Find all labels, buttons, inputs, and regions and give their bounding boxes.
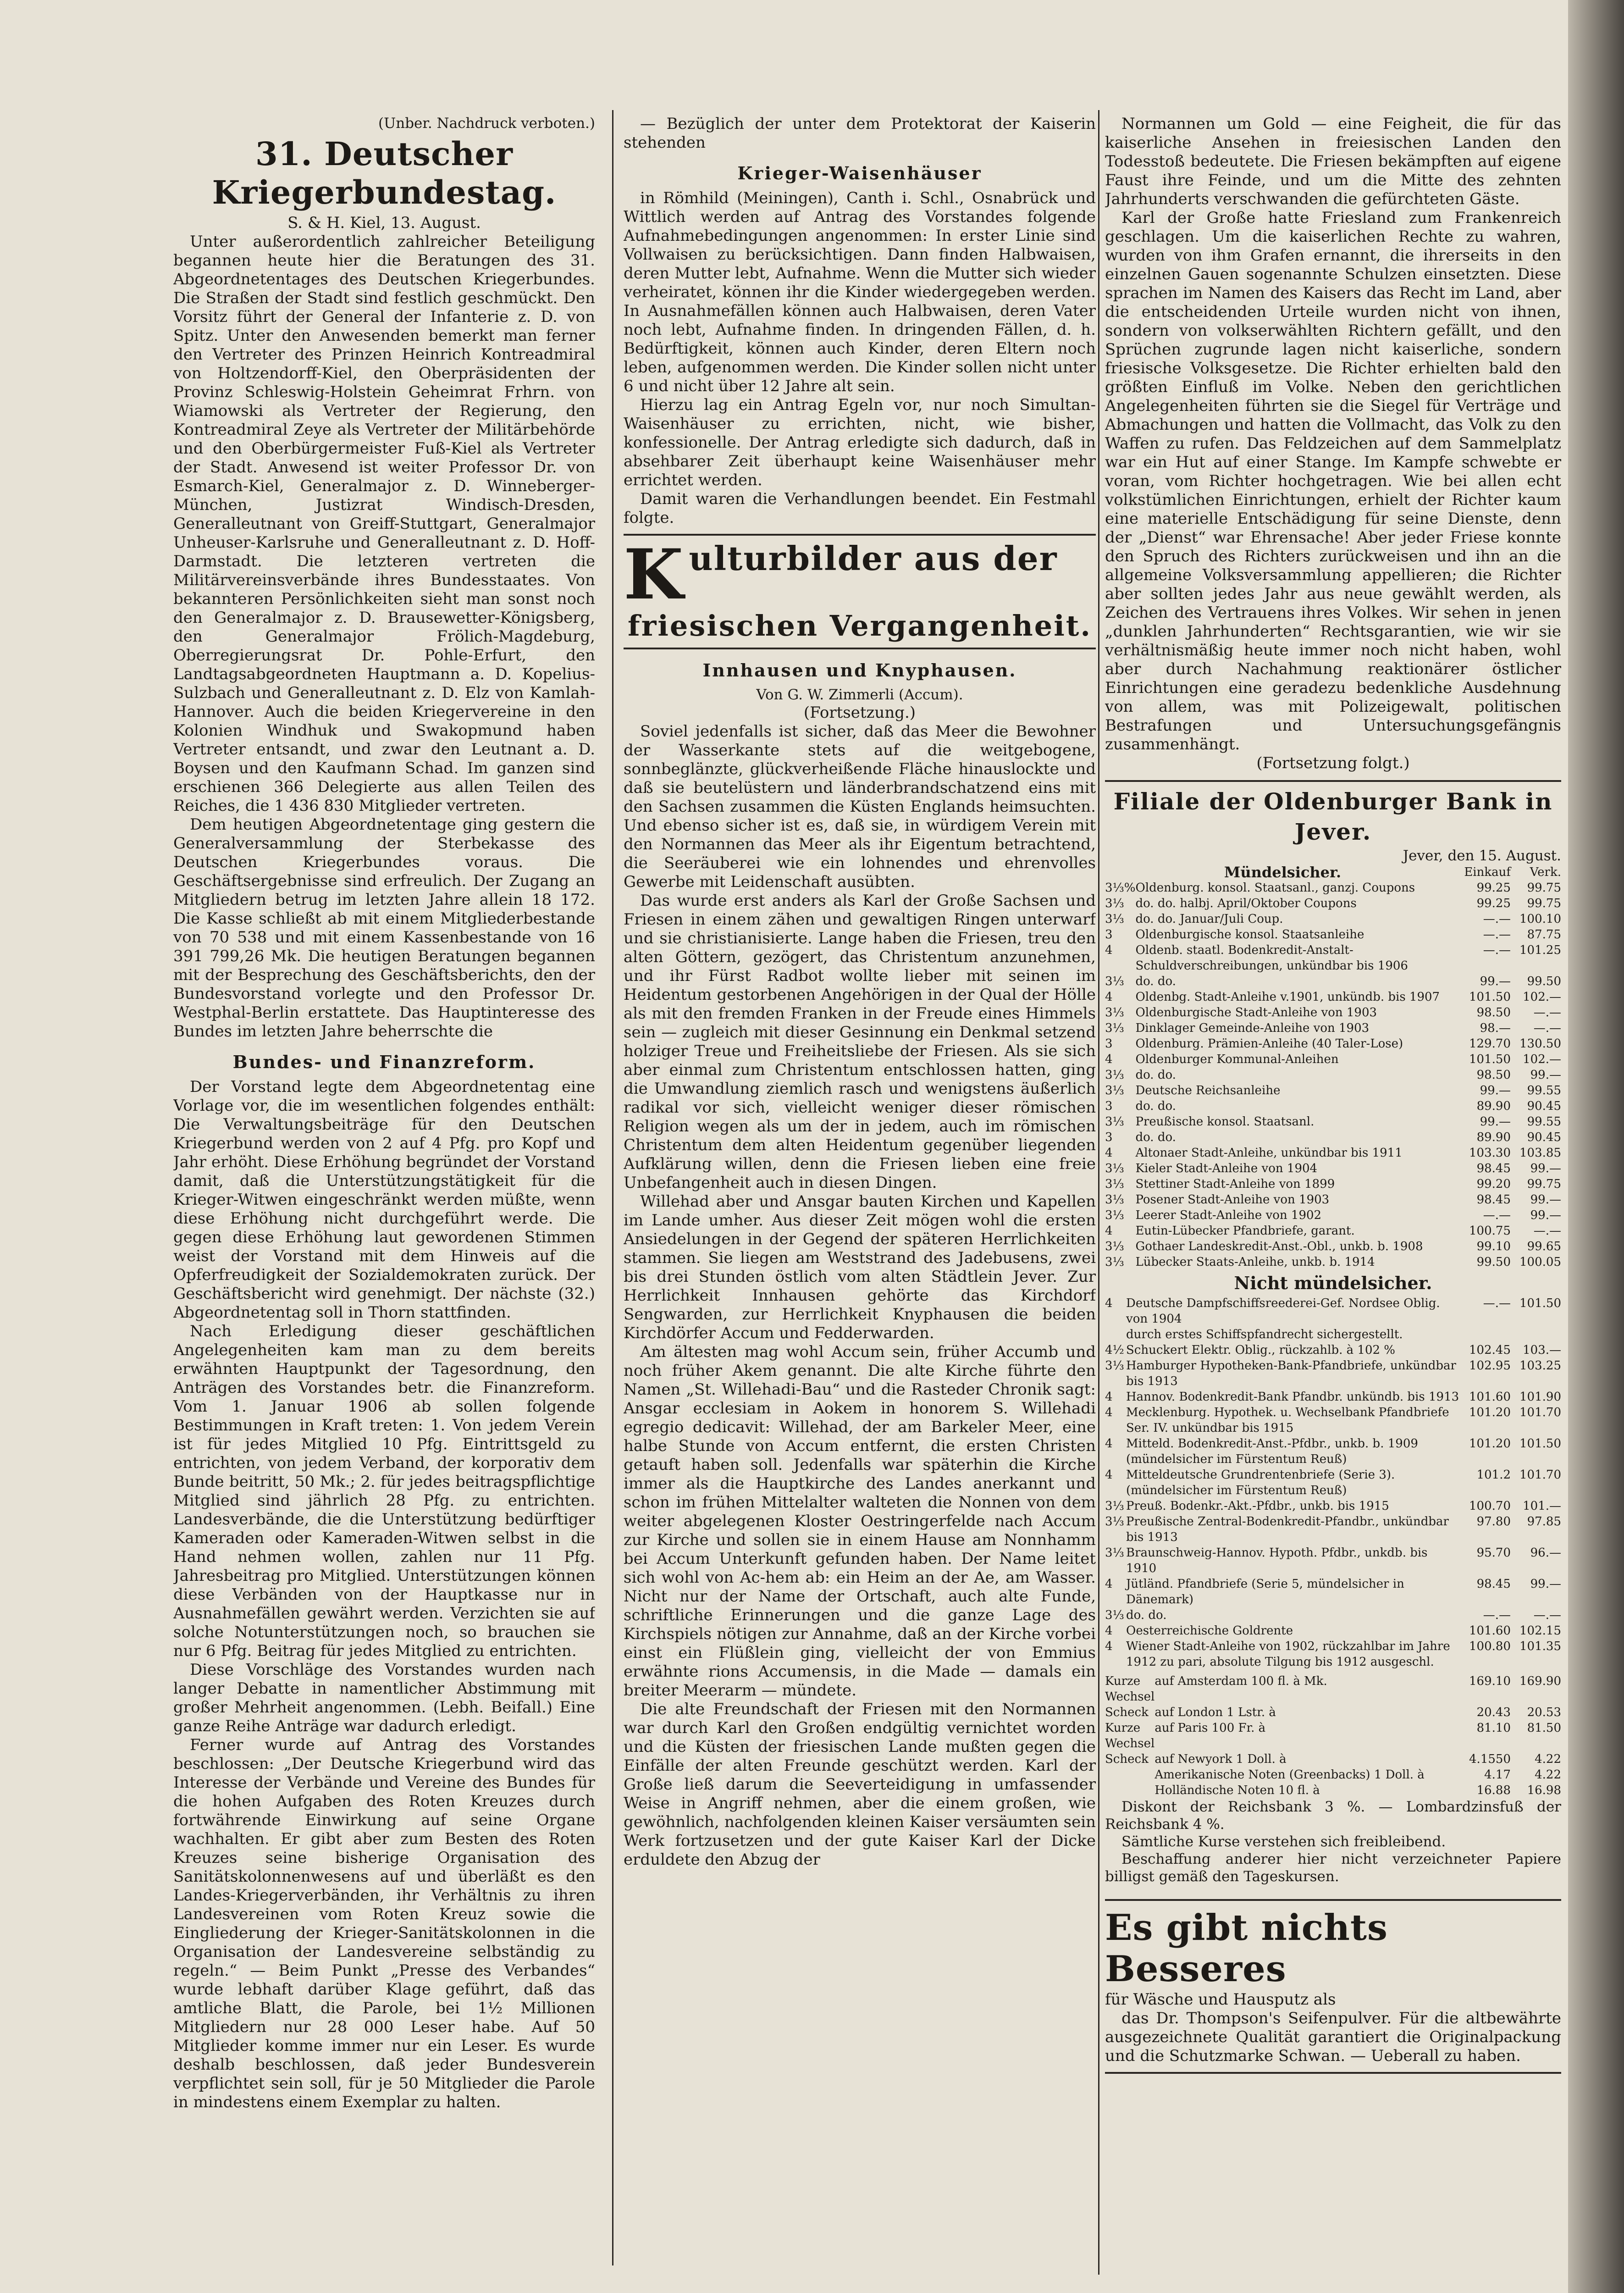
bank-row [1105, 1254, 1561, 1270]
bank-row [1105, 896, 1561, 911]
security-name: Hamburger Hypotheken-Bank-Pfandbriefe, unkündbar bis 1913 [1126, 1359, 1456, 1388]
continuation-note: (Fortsetzung.) [803, 703, 916, 722]
security-name: do. do. halbj. April/Oktober Coupons [1135, 897, 1357, 910]
security-name: Dinklager Gemeinde-Anleihe von 1903 [1135, 1021, 1370, 1035]
buy-price: 89.90 [1476, 1099, 1511, 1113]
buy-price: 99.50 [1476, 1255, 1511, 1269]
buy-price: 81.10 [1476, 1721, 1511, 1735]
sell-price: 99.— [1530, 1208, 1561, 1222]
security-name: Oldenbg. Stadt-Anleihe v.1901, unkündb. bis 1907 [1135, 990, 1440, 1004]
bank-row [1105, 1207, 1561, 1223]
bank-row [1105, 1751, 1561, 1767]
buy-price: 4.17 [1484, 1768, 1511, 1782]
bank-row [1105, 1673, 1561, 1705]
sell-price [1511, 1327, 1561, 1342]
coupon-rate: 4 [1105, 1146, 1113, 1160]
security-name: Oldenburgische konsol. Staatsanleihe [1135, 928, 1364, 942]
buy-price: 98.50 [1476, 1068, 1511, 1082]
security-name: Preuß. Bodenkr.-Akt.-Pfdbr., unkb. bis 1915 [1126, 1499, 1389, 1513]
buy-price: 4.1550 [1469, 1752, 1511, 1766]
buy-price: 95.70 [1476, 1546, 1511, 1560]
price-note: Sämtliche Kurse verstehen sich freibleibend. [1121, 1833, 1446, 1850]
bank-row [1105, 989, 1561, 1005]
security-name: Lübecker Staats-Anleihe, unkb. b. 1914 [1135, 1255, 1375, 1269]
author-line: Von G. W. Zimmerli (Accum). [756, 687, 963, 703]
security-name: Stettiner Stadt-Anleihe von 1899 [1135, 1177, 1335, 1191]
security-name: Holländische Noten 10 fl. à [1154, 1783, 1320, 1797]
coupon-rate: 3⅓ [1105, 1162, 1124, 1175]
security-name: Oldenb. staatl. Bodenkredit-Anstalt-Schuldverschreibungen, unkündbar bis 1906 [1135, 943, 1408, 973]
coupon-rate: 4 [1105, 1437, 1113, 1451]
security-name: auf Amsterdam 100 fl. à Mk. [1154, 1674, 1327, 1688]
security-name: Mecklenburg. Hypothek. u. Wechselbank Pfandbriefe Ser. IV. unkündbar bis 1915 [1126, 1406, 1449, 1435]
coupon-rate: 3 [1105, 928, 1113, 942]
coupon-rate: 3⅓ [1105, 1068, 1124, 1082]
column-3 [1105, 115, 1561, 2288]
bank-row [1105, 1783, 1561, 1798]
sell-price: 102.15 [1519, 1624, 1561, 1638]
coupon-rate: 3⅓ [1105, 1515, 1124, 1529]
security-name: Amerikanische Noten (Greenbacks) 1 Doll. à [1154, 1768, 1425, 1782]
coupon-rate: 3⅓ [1105, 1208, 1124, 1222]
sell-price: 100.05 [1519, 1255, 1561, 1269]
bank-row [1105, 1083, 1561, 1098]
page-edge [1568, 0, 1624, 2293]
bank-date: Jever, den 15. August. [1403, 847, 1561, 864]
sell-price: 101.50 [1519, 1296, 1561, 1310]
drop-initial: K [624, 534, 685, 615]
paragraph: Willehad aber und Ansgar bauten Kirchen und Kapellen im Lande umher. Aus dieser Zeit mögen wohl die ersten Ansiedelungen in der Gegend der späteren Herrlichkeiten stammen. Sie liegen am Weststrand des Jadebusens, zwei bis drei Stunden östlich vom alten Städtlein Jever. Zur Herrlichkeit Innhausen gehörte das Kirchdorf Sengwarden, zur Herrlichkeit Knyphausen die beiden Kirchdörfer Accum und Fedderwarden. [624, 1192, 1096, 1342]
coupon-rate: 3 [1105, 1099, 1113, 1113]
sell-price: 101.— [1523, 1499, 1561, 1513]
security-name: do. do. [1126, 1608, 1167, 1622]
bank-row [1105, 974, 1561, 989]
security-name: Leerer Stadt-Anleihe von 1902 [1135, 1208, 1322, 1222]
coupon-rate: 3⅓ [1105, 897, 1124, 910]
buy-price: 98.50 [1476, 1006, 1511, 1019]
buy-price: 98.45 [1476, 1193, 1511, 1207]
buy-price: 98.— [1480, 1021, 1511, 1035]
feuilleton-subtitle: Innhausen und Knyphausen. [702, 660, 1017, 681]
coupon-rate [1105, 1767, 1154, 1783]
sell-price: —.— [1533, 1021, 1561, 1035]
buy-price: 101.50 [1469, 1052, 1511, 1066]
ad-side-text: für Wäsche und Hausputz als [1105, 1990, 1336, 2009]
coupon-rate: 3⅓% [1105, 881, 1136, 895]
bank-row [1105, 1192, 1561, 1207]
column-2 [624, 115, 1096, 2215]
paragraph: Unter außerordentlich zahlreicher Beteiligung begannen heute hier die Beratungen des 31. Abgeordnetentages des Deutschen Kriegerbundes. Die Straßen der Stadt sind festlich geschmückt. Den Vorsitz führt der General der Infanterie z. D. von Spitz. Unter den Anwesenden bemerkt man ferner den Vertreter des Prinzen Heinrich Kontreadmiral von Holtzendorff-Kiel, den Oberpräsidenten der Provinz Schleswig-Holstein Geheimrat Frhrn. von Wiamowski als Vertreter der Regierung, den Kontreadmiral Zeye als Vertreter der Militärbehörde und den Oberbürgermeister Fuß-Kiel als Vertreter der Stadt. Anwesend ist weiter Professor Dr. von Esmarch-Kiel, Generalmajor z. D. Winneberger-München, Justizrat Windisch-Dresden, Generalleutnant von Greiff-Stuttgart, Generalmajor Unheuser-Karlsruhe und Generalleutnant z. D. Hoff-Darmstadt. Die letzteren vertreten die Militärvereinsverbände ihres Bundesstaates. Von bekannteren Persönlichkeiten sieht man sonst noch den Generalmajor z. D. Brausewetter-Königsberg, den Generalmajor Frölich-Magdeburg, Oberregierungsrat Dr. Pohle-Erfurt, den Landtagsabgeordneten Hauptmann a. D. Kopelius-Sulzbach und Generalleutnant z. D. Elz von Kamlah-Hannover. Auch die beiden Kriegervereine in den Kolonien Windhuk und Swakopmund haben Vertreter entsandt, und zwar den Leutnant a. D. Boysen und den Kaufmann Schad. Im ganzen sind erschienen 366 Delegierte aus allen Teilen des Reiches, die 1 436 830 Mitglieder vertreten. [173, 233, 595, 815]
sell-price: 103.— [1523, 1343, 1561, 1357]
sell-price: 99.50 [1527, 975, 1561, 988]
coupon-rate: 3⅓ [1105, 1084, 1124, 1097]
paragraph: Karl der Große hatte Friesland zum Frankenreich geschlagen. Um die kaiserlichen Rechte zu wahren, wurden von ihm Grafen ernannt, die ihrerseits in den einzelnen Gauen sogenannte Schulzen einsetzten. Diese sprachen im Namen des Kaisers das Recht im Land, aber die entscheidenden Urteile wurden nicht von ihnen, sondern von volkserwählten Richtern gefällt, und den Sprüchen zugrunde lagen nicht kaiserliche, sondern friesische Volksgesetze. Die Richter erhielten bald den größten Einfluß im Volke. Neben den gerichtlichen Angelegenheiten führten sie die Siegel für Verträge und Abmachungen und hatten die Vollmacht, das Volk zu den Waffen zu rufen. Das Feldzeichen auf dem Sammelplatz war ein Hut auf einer Stange. Im Kampfe schwebte er voran, vom Richter hochgetragen. Wie bei allen echt volkstümlichen Einrichtungen, erhielt der Richter kaum eine materielle Entschädigung für seine Dienste, denn der „Dienst“ war Ehrensache! Aber jeder Friese konnte den Spruch des Richters zurückweisen und ihn an die allgemeine Volksversammlung appellieren; die Richter aber sollten jedes Jahr aus neue gewählt werden, als Zeichen des Vertrauens ihres Volkes. Wir sehen in jenen „dunklen Jahrhunderten“ Rechtsgarantien, wie wir sie verhältnismäßig heute immer noch nicht haben, wohl aber durch Nachahmung reaktionärer östlicher Einrichtungen eine geradezu bedenkliche Ausdehnung von allem, was mit Polizeigewalt, politischen Bestrafungen und Untersuchungsgefängnis zusammenhängt. [1105, 209, 1561, 753]
sell-price: 101.50 [1519, 1437, 1561, 1451]
security-name: Mitteldeutsche Grundrentenbriefe (Serie 3). (mündelsicher im Fürstentum Reuß) [1126, 1468, 1395, 1497]
security-name: Oldenburg. konsol. Staatsanl., ganzj. Coupons [1135, 881, 1415, 895]
sell-price: 99.— [1530, 1577, 1561, 1591]
bank-row [1105, 1514, 1561, 1545]
coupon-rate: 4½ [1105, 1343, 1124, 1357]
coupon-rate: 3⅓ [1105, 1193, 1124, 1207]
security-name: do. do. [1135, 1068, 1176, 1082]
buy-price: —.— [1483, 912, 1511, 926]
security-name: auf London 1 Lstr. à [1154, 1706, 1276, 1719]
security-name: auf Newyork 1 Doll. à [1154, 1752, 1287, 1766]
bank-row [1105, 1342, 1561, 1358]
bank-row [1105, 1020, 1561, 1036]
coupon-rate: 3⅓ [1105, 1255, 1124, 1269]
coupon-rate: 4 [1105, 1577, 1113, 1591]
paragraph: Soviel jedenfalls ist sicher, daß das Meer die Bewohner der Wasserkante stets auf die weitgebogene, sonnbeglänzte, glückverheißende Fläche hinauslockte und daß sie beutelüstern und länderbrandschatzend eins mit den Sachsen zusammen die Küsten Englands heimsuchten. Und ebenso sicher ist es, daß sie, in würdigem Verein mit den Normannen das Meer als ihr Eigentum betrachtend, die Seeräuberei wie ein lohnendes und ehrenvolles Gewerbe mit Leidenschaft ausübten. [624, 722, 1096, 891]
buy-price: —.— [1483, 1608, 1511, 1622]
buy-price: 89.90 [1476, 1130, 1511, 1144]
buy-price: —.— [1483, 1296, 1511, 1310]
coupon-rate: 3⅓ [1105, 1240, 1124, 1253]
bank-row [1105, 1176, 1561, 1192]
article-title: 31. Deutscher Kriegerbundestag. [212, 135, 557, 211]
sell-price: 103.85 [1519, 1146, 1561, 1160]
security-name: Wiener Stadt-Anleihe von 1902, rückzahlbar im Jahre 1912 zu pari, absolute Tilgung bis 1912 ausgeschl. [1126, 1639, 1450, 1669]
buy-price: 102.95 [1469, 1359, 1511, 1373]
reprint-notice: (Unber. Nachdruck verboten.) [378, 115, 595, 132]
bank-row [1105, 1639, 1561, 1670]
price-note: Beschaffung anderer hier nicht verzeichneter Papiere billigst gemäß den Tageskursen. [1105, 1851, 1561, 1885]
paragraph: Das wurde erst anders als Karl der Große Sachsen und Friesen in einem zähen und gewaltigen Ringen unterwarf und sie christianisierte. Lange haben die Friesen, treu den alten Göttern, gezögert, das Christentum anzunehmen, und ihr Fürst Radbot wollte lieber mit seinen im Heidentum gestorbenen Angehörigen in der Qual der Hölle als mit den fremden Franken in der Freude eines Himmels sein — zugleich mit dieser Gesinnung ein Denkmal setzend holziger Treue und Freiheitsliebe der Friesen. Als sie sich aber einmal zum Christentum entschlossen hatten, ging die Umwandlung ziemlich rasch und wenigstens äußerlich radikal vor sich, vielleicht weniger dieser römischen Religion wegen als um der in jedem, auch im römischen Christentum dem alten Heidentum gegenüber liegenden Aufklärung willen, denn die Friesen lieben eine freie Unbefangenheit auch in diesen Dingen. [624, 892, 1096, 1192]
buy-price: 99.25 [1476, 897, 1511, 910]
coupon-rate: 3⅓ [1105, 1499, 1124, 1513]
bank-row [1105, 880, 1561, 896]
paragraph: — Bezüglich der unter dem Protektorat der Kaiserin stehenden [624, 115, 1096, 152]
buy-price: 103.30 [1469, 1146, 1511, 1160]
sell-price: 97.85 [1527, 1515, 1561, 1529]
bank-row [1105, 1607, 1561, 1623]
buy-price: —.— [1483, 943, 1511, 957]
coupon-rate: 3⅓ [1105, 1177, 1124, 1191]
buy-price: 129.70 [1469, 1037, 1511, 1051]
security-name: do. do. [1135, 1130, 1176, 1144]
security-name: Gothaer Landeskredit-Anst.-Obl., unkb. b. 1908 [1135, 1240, 1423, 1253]
security-name: Mitteld. Bodenkredit-Anst.-Pfdbr., unkb. b. 1909 (mündelsicher im Fürstentum Reuß) [1126, 1437, 1418, 1466]
sell-price: 16.98 [1527, 1783, 1561, 1797]
ad-headline: Es gibt nichts Besseres [1105, 1907, 1388, 1990]
paragraph: Die alte Freundschaft der Friesen mit den Normannen war durch Karl den Großen endgültig vernichtet worden und die Küsten der friesischen Lande mußten gegen die Einfälle der alten Freunde geschützt werden. Karl der Große ließ darum die Seeverteidigung in umfassender Weise in Angriff nehmen, aber die einem großen, wie gewöhnlich, nachfolgenden kleinen Kaiser versäumten sein Werk fortzusetzen und der gute Kaiser Karl der Dicke erduldete den Abzug der [624, 1700, 1096, 1869]
sell-price: 100.10 [1519, 912, 1561, 926]
coupon-rate: 4 [1105, 1468, 1113, 1482]
bank-table-muendelsicher [1105, 880, 1561, 1270]
bank-row [1105, 1467, 1561, 1498]
coupon-rate: 4 [1105, 1296, 1113, 1310]
bank-row [1105, 1405, 1561, 1436]
coupon-rate: 3⅓ [1105, 975, 1124, 988]
bank-row [1105, 1098, 1561, 1114]
coupon-rate: 4 [1105, 1052, 1113, 1066]
title-line-1: ulturbilder aus der [689, 539, 1058, 578]
security-name: durch erstes Schiffspfandrecht sichergestellt. [1126, 1328, 1403, 1341]
bank-row [1105, 1067, 1561, 1083]
coupon-rate: 3⅓ [1105, 1006, 1124, 1019]
coupon-rate: 4 [1105, 943, 1113, 957]
coupon-rate: 4 [1105, 1639, 1113, 1653]
sell-price: 99.65 [1527, 1240, 1561, 1253]
bank-row [1105, 1623, 1561, 1639]
section-heading: Bundes- und Finanzreform. [232, 1052, 536, 1072]
coupon-rate: 4 [1105, 990, 1113, 1004]
bank-row [1105, 1114, 1561, 1130]
buy-price: 102.45 [1469, 1343, 1511, 1357]
bank-row [1105, 942, 1561, 974]
bank-table-exchange [1105, 1673, 1561, 1798]
header-verkauf: Verk. [1530, 865, 1561, 879]
paragraph: in Römhild (Meiningen), Canth i. Schl., Osnabrück und Wittlich werden auf Antrag des Vorstandes folgende Aufnahmebedingungen angenommen: In erster Linie sind Vollwaisen zu berücksichtigen. Dann finden Halbwaisen, deren Mutter lebt, Aufnahme. Wenn die Mutter sich wieder verheiratet, können ihr die Kinder wiedergegeben werden. In Ausnahmefällen können auch Halbwaisen, deren Vater noch lebt, Aufnahme finden. In dringenden Fällen, d. h. Bedürftigkeit, können auch Kinder, deren Eltern noch leben, aufgenommen werden. Die Kinder sollen nicht unter 6 und nicht über 12 Jahre alt sein. [624, 189, 1096, 395]
paragraph: Dem heutigen Abgeordnetentage ging gestern die Generalversammlung der Sterbekasse des Deutschen Kriegerbundes voraus. Die Geschäftsergebnisse sind erfreulich. Der Zugang an Mitgliedern betrug im letzten Jahre allein 18 172. Die Kasse schließt ab mit einem Mitgliederbestande von 70 538 und mit einem Kassenbestande von 16 391 799,26 Mk. Die heutigen Beratungen begannen mit der Besprechung des Geschäftsberichts, den der Bundesvorstand vorlegte und den Professor Dr. Westphal-Berlin erstattete. Das Hauptinteresse des Bundes im letzten Jahre beherrschte die [173, 815, 595, 1041]
sell-price: 90.45 [1527, 1130, 1561, 1144]
bank-row [1105, 1389, 1561, 1405]
security-name: Jütländ. Pfandbriefe (Serie 5, mündelsicher in Dänemark) [1126, 1577, 1404, 1606]
bank-row [1105, 1358, 1561, 1389]
coupon-rate [1105, 1327, 1126, 1342]
sell-price: —.— [1533, 1608, 1561, 1622]
buy-price: 100.80 [1469, 1639, 1511, 1653]
column-rule [1098, 110, 1099, 2275]
security-name: Hannov. Bodenkredit-Bank Pfandbr. unkündb. bis 1913 [1126, 1390, 1459, 1404]
bank-row [1105, 1052, 1561, 1067]
bank-row [1105, 911, 1561, 927]
bank-listing [1105, 780, 1561, 1885]
sell-price: 130.50 [1519, 1037, 1561, 1051]
paragraph: Hierzu lag ein Antrag Egeln vor, nur noch Simultan-Waisenhäuser zu errichten, nicht, wie bisher, konfessionelle. Der Antrag erledigte sich dadurch, daß in absehbarer Zeit überhaupt keine Waisenhäuser mehr errichtet werden. [624, 396, 1096, 489]
bank-row [1105, 1005, 1561, 1020]
bank-row [1105, 1296, 1561, 1327]
bank-row [1105, 1436, 1561, 1467]
coupon-rate: 3⅓ [1105, 1021, 1124, 1035]
sell-price: 169.90 [1519, 1674, 1561, 1688]
paragraph: Ferner wurde auf Antrag des Vorstandes beschlossen: „Der Deutsche Kriegerbund wird das Interesse der Verbände und Vereine des Bundes für die hohen Aufgaben des Roten Kreuzes durch fortwährende Einwirkung auf seine Organe wachhalten. Er gibt aber zum Besten des Roten Kreuzes seine bisherige Organisation des Sanitätskolonnenwesens auf und überläßt es den Landes-Kriegerverbänden, ihr Verhältnis zu ihren Landesvereinen vom Roten Kreuz sowie die Eingliederung der Krieger-Sanitätskolonnen in die Organisation der Landesvereine selbständig zu regeln.“ — Beim Punkt „Presse des Verbandes“ wurde lebhaft darüber Klage geführt, daß das amtliche Blatt, die Parole, bei 1½ Millionen Mitgliedern nur 28 000 Leser habe. Auf 50 Mitglieder komme immer nur ein Leser. Es wurde deshalb beschlossen, daß jeder Bundesverein verpflichtet sein soll, für je 50 Mitglieder die Parole in mindestens einem Exemplar zu halten. [173, 1736, 595, 2111]
feuilleton-title [624, 534, 1096, 615]
sell-price: 103.25 [1519, 1359, 1561, 1373]
buy-price: —.— [1483, 928, 1511, 942]
sell-price: 87.75 [1527, 928, 1561, 942]
coupon-rate: 4 [1105, 1406, 1113, 1419]
bank-row [1105, 1239, 1561, 1254]
buy-price: 101.20 [1469, 1437, 1511, 1451]
coupon-rate: Kurze Wechsel [1105, 1721, 1155, 1750]
paragraph: Damit waren die Verhandlungen beendet. Ein Festmahl folgte. [624, 490, 1096, 527]
security-name: Deutsche Dampfschiffsreederei-Gef. Nordsee Oblig. von 1904 [1126, 1296, 1440, 1326]
coupon-rate: 3 [1105, 1037, 1113, 1051]
paragraph: Der Vorstand legte dem Abgeordnetentag eine Vorlage vor, die im wesentlichen folgendes enthält: Die Verwaltungsbeiträge für den Deutschen Kriegerbund werden von 2 auf 4 Pfg. pro Kopf und Jahr erhöht. Diese Erhöhung begründet der Vorstand damit, daß die Unterstützungstätigkeit für die Krieger-Witwen eingeschränkt werden müßte, wenn diese Erhöhung nicht durchgeführt werde. Die gegen diese Erhöhung laut gewordenen Stimmen weist der Vorstand mit dem Hinweis auf die Opferfreudigkeit der Sozialdemokraten zurück. Der Geschäftsbericht wird genehmigt. Der nächste (32.) Abgeordnetentag soll in Thorn stattfinden. [173, 1078, 595, 1322]
sell-price: 101.25 [1519, 943, 1561, 957]
bank-row [1105, 1720, 1561, 1751]
buy-price: 97.80 [1476, 1515, 1511, 1529]
sell-price: 99.55 [1527, 1084, 1561, 1097]
coupon-rate: 3⅓ [1105, 1359, 1124, 1373]
discount-note: Diskont der Reichsbank 3 %. — Lombardzinsfuß der Reichsbank 4 %. [1105, 1799, 1561, 1833]
sell-price: 101.70 [1519, 1406, 1561, 1419]
paragraph: Nach Erledigung dieser geschäftlichen Angelegenheiten kam man zu dem bereits erwähnten Hauptpunkt der Tagesordnung, den Anträgen des Vorstandes betr. die Finanzreform. Vom 1. Januar 1906 ab sollen folgende Bestimmungen in Kraft treten: 1. Von jedem Verein ist für jedes Mitglied 10 Pfg. Eintrittsgeld zu entrichten, von jedem Verband, der korporativ dem Bunde beitritt, 50 Mk.; 2. für jedes beitragspflichtige Mitglied sind jährlich 28 Pfg. zu entrichten. Landesverbände, die die Unterstützung bedürftiger Kameraden oder Kameraden-Witwen selbst in die Hand nehmen wollen, zahlen nur 11 Pfg. Jahresbeitrag pro Mitglied. Unterstützungen können diese Verbänden von der Hauptkasse nur in Ausnahmefällen gewährt werden. Verzichten sie auf solche Notunterstützungen noch, so brauchen sie nur 6 Pfg. Beitrag für jedes Mitglied zu entrichten. [173, 1322, 595, 1660]
sell-price: 81.50 [1527, 1721, 1561, 1735]
buy-price: 99.25 [1476, 881, 1511, 895]
sell-price: 99.55 [1527, 1115, 1561, 1129]
security-name: auf Paris 100 Fr. à [1154, 1721, 1266, 1735]
buy-price [1460, 1327, 1511, 1342]
buy-price: 16.88 [1476, 1783, 1511, 1797]
bank-row [1105, 1036, 1561, 1052]
title-line-2: friesischen Vergangenheit. [628, 609, 1092, 642]
sell-price: 99.75 [1527, 1177, 1561, 1191]
sell-price: 101.35 [1519, 1639, 1561, 1653]
security-name: do. do. Januar/Juli Coup. [1135, 912, 1283, 926]
bank-table-nicht-muendelsicher [1105, 1296, 1561, 1670]
security-name: Posener Stadt-Anleihe von 1903 [1135, 1193, 1330, 1207]
sell-price: 99.— [1530, 1193, 1561, 1207]
sell-price: 99.— [1530, 1068, 1561, 1082]
dateline: S. & H. Kiel, 13. August. [287, 214, 481, 232]
sell-price: —.— [1533, 1006, 1561, 1019]
bank-row [1105, 1130, 1561, 1145]
sell-price: 99.75 [1527, 881, 1561, 895]
feuilleton-header [624, 534, 1096, 649]
security-name: Oldenburgische Stadt-Anleihe von 1903 [1135, 1006, 1377, 1019]
buy-price: 98.45 [1476, 1162, 1511, 1175]
security-name: Kieler Stadt-Anleihe von 1904 [1135, 1162, 1318, 1175]
section-heading: Krieger-Waisenhäuser [737, 163, 982, 183]
buy-price: 99.10 [1476, 1240, 1511, 1253]
column-1 [173, 115, 595, 2261]
paragraph: Normannen um Gold — eine Feigheit, die für das kaiserliche Ansehen in freiesischen Landen den Todesstoß bedeutete. Die Friesen bekämpften auf eigene Faust ihre Feinde, und um die Mitte des zehnten Jahrhunderts verschwanden die gefürchteten Gäste. [1105, 115, 1561, 208]
buy-price: 101.60 [1469, 1624, 1511, 1638]
bank-table-header [1105, 864, 1561, 880]
security-name: Braunschweig-Hannov. Hypoth. Pfdbr., unkdb. bis 1910 [1126, 1546, 1428, 1575]
security-name: do. do. [1135, 975, 1176, 988]
bank-title: Filiale der Oldenburger Bank in Jever. [1113, 788, 1553, 845]
bank-row [1105, 1223, 1561, 1239]
sell-price: 4.22 [1535, 1768, 1561, 1782]
section-label: Nicht mündelsicher. [1234, 1273, 1432, 1293]
sell-price: 90.45 [1527, 1099, 1561, 1113]
sell-price: 101.90 [1519, 1390, 1561, 1404]
security-name: Altonaer Stadt-Anleihe, unkündbar bis 1911 [1135, 1146, 1403, 1160]
buy-price: —.— [1483, 1208, 1511, 1222]
sell-price: 20.53 [1527, 1706, 1561, 1719]
sell-price: 102.— [1523, 1052, 1561, 1066]
security-name: Oesterreichische Goldrente [1126, 1624, 1293, 1638]
coupon-rate: 3⅓ [1105, 1115, 1124, 1129]
security-name: do. do. [1135, 1099, 1176, 1113]
bank-row [1105, 1161, 1561, 1176]
paragraph: Am ältesten mag wohl Accum sein, früher Accumb und noch früher Akem genannt. Die alte Kirche führte den Namen „St. Willehadi-Bau“ und die Rasteder Chronik sagt: Ansgar ecclesiam in Aokem in honorem S. Willehadi egregio dedicavit: Willehad, der am Barkeler Meer, eine halbe Stunde von Accum entfernt, die ersten Christen getauft haben soll. Jedenfalls war späterhin die Kirche immer als die Hauptkirche des Landes anerkannt und schon im frühen Mittelalter walteten die Nonnen von dem weiter abgelegenen Kloster Oestringerfelde nach Accum zur Kirche und sollen sie in einem Hause am Nonnhamm bei Accum Unterkunft gefunden haben. Der Name leitet sich wohl von Ac-hem ab: ein Heim an der Ae, am Wasser. Nicht nur der Name der Ortschaft, auch alte Funde, schriftliche Erinnerungen und die ganze Lage des Kirchspiels nötigen zur Annahme, daß an der Kirche vorbei einst ein Flüßlein ging, vielleicht der von Emmius erwähnte rions Accumensis, in die Made — damals ein breiter Meerarm — mündete. [624, 1343, 1096, 1700]
buy-price: 101.2 [1476, 1468, 1511, 1482]
bank-row [1105, 1576, 1561, 1607]
buy-price: 101.50 [1469, 990, 1511, 1004]
continuation-note: (Fortsetzung folgt.) [1256, 754, 1410, 772]
coupon-rate: Scheck [1105, 1752, 1149, 1766]
sell-price: 4.22 [1535, 1752, 1561, 1766]
section-label: Mündelsicher. [1224, 864, 1342, 881]
coupon-rate: 4 [1105, 1390, 1113, 1404]
coupon-rate: Scheck [1105, 1706, 1149, 1719]
paragraph: Diese Vorschläge des Vorstandes wurden nach langer Debatte in namentlicher Abstimmung mit großer Mehrheit angenommen. (Lebh. Beifall.) Eine ganze Reihe Anträge war dadurch erledigt. [173, 1661, 595, 1735]
coupon-rate: 3⅓ [1105, 1608, 1124, 1622]
header-einkauf: Einkauf [1464, 865, 1511, 879]
coupon-rate: 4 [1105, 1224, 1113, 1238]
buy-price: 99.20 [1476, 1177, 1511, 1191]
coupon-rate: 4 [1105, 1624, 1113, 1638]
security-name: Schuckert Elektr. Oblig., rückzahlb. à 102 % [1126, 1343, 1396, 1357]
coupon-rate: 3⅓ [1105, 912, 1124, 926]
coupon-rate: Kurze Wechsel [1105, 1674, 1155, 1704]
buy-price: 100.70 [1469, 1499, 1511, 1513]
soap-advertisement [1105, 1899, 1561, 2074]
security-name: Oldenburger Kommunal-Anleihen [1135, 1052, 1339, 1066]
buy-price: 99.— [1480, 1084, 1511, 1097]
bank-row [1105, 1145, 1561, 1161]
bank-row [1105, 1545, 1561, 1576]
bank-row [1105, 1327, 1561, 1342]
coupon-rate [1105, 1783, 1154, 1798]
column-rule [612, 110, 613, 2265]
buy-price: 20.43 [1476, 1706, 1511, 1719]
sell-price: 99.75 [1527, 897, 1561, 910]
buy-price: 169.10 [1469, 1674, 1511, 1688]
security-name: Preußische Zentral-Bodenkredit-Pfandbr., unkündbar bis 1913 [1126, 1515, 1449, 1544]
bank-row [1105, 1767, 1561, 1783]
security-name: Eutin-Lübecker Pfandbriefe, garant. [1135, 1224, 1355, 1238]
bank-row [1105, 1498, 1561, 1514]
buy-price: 101.60 [1469, 1390, 1511, 1404]
bank-row [1105, 927, 1561, 942]
buy-price: 100.75 [1469, 1224, 1511, 1238]
buy-price: 98.45 [1476, 1577, 1511, 1591]
buy-price: 99.— [1480, 1115, 1511, 1129]
sell-price: —.— [1533, 1224, 1561, 1238]
sell-price: 99.— [1530, 1162, 1561, 1175]
security-name: Preußische konsol. Staatsanl. [1135, 1115, 1315, 1129]
security-name: Oldenburg. Prämien-Anleihe (40 Taler-Lose) [1135, 1037, 1403, 1051]
buy-price: 101.20 [1469, 1406, 1511, 1419]
sell-price: 96.— [1530, 1546, 1561, 1560]
buy-price: 99.— [1480, 975, 1511, 988]
bank-row [1105, 1705, 1561, 1720]
ad-body: das Dr. Thompson's Seifenpulver. Für die altbewährte ausgezeichnete Qualität garantiert die Originalpackung und die Schutzmarke Schwan. — Ueberall zu haben. [1105, 2009, 1561, 2065]
coupon-rate: 3⅓ [1105, 1546, 1124, 1560]
sell-price: 102.— [1523, 990, 1561, 1004]
sell-price: 101.70 [1519, 1468, 1561, 1482]
security-name: Deutsche Reichsanleihe [1135, 1084, 1281, 1097]
coupon-rate: 3 [1105, 1130, 1113, 1144]
